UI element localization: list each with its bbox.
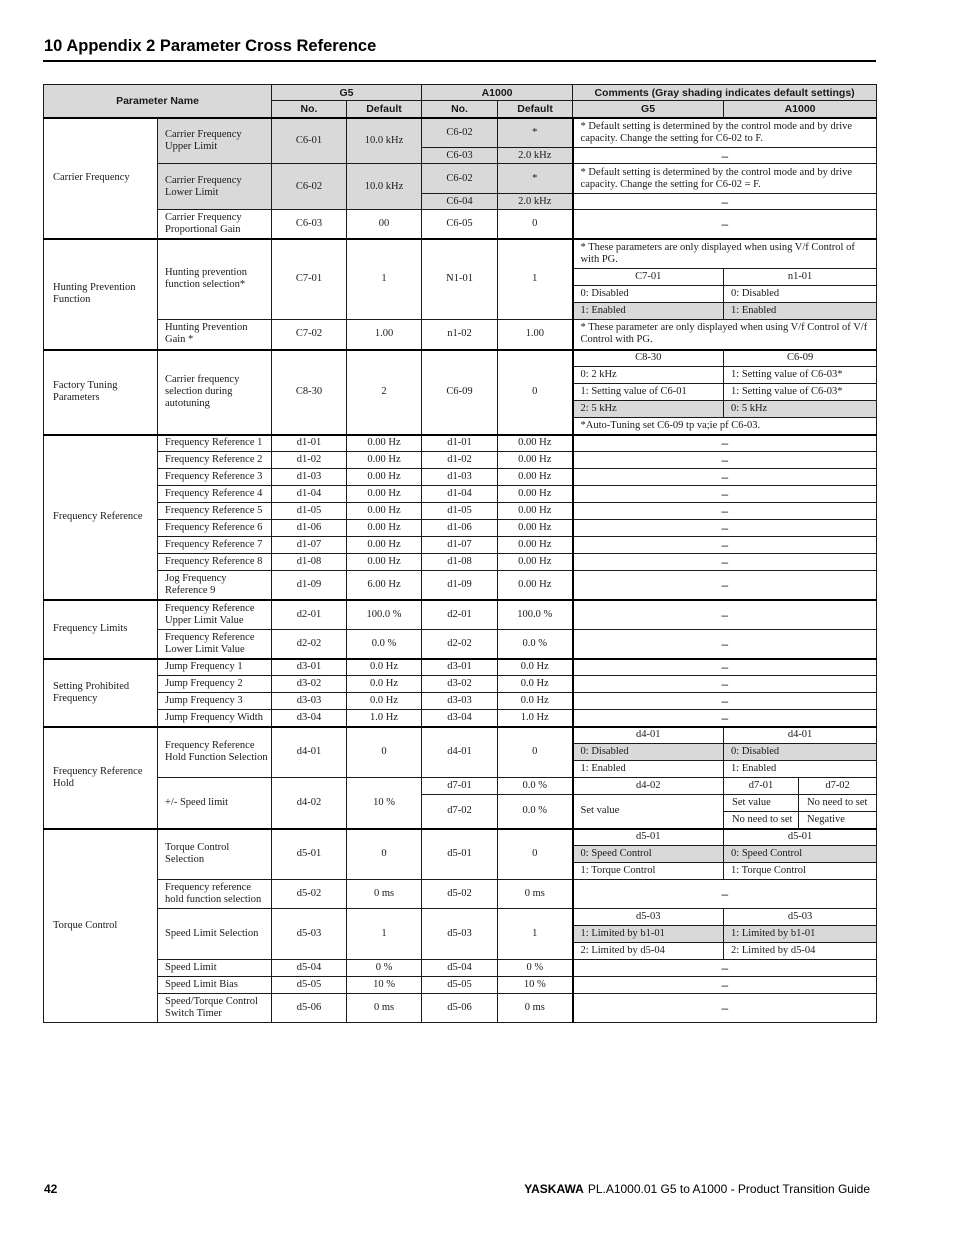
option-a1000: Set value (724, 795, 799, 812)
g5-default: 00 (347, 210, 422, 239)
param-name: Speed/Torque Control Switch Timer (158, 994, 272, 1023)
a1000-no: C6-04 (422, 194, 498, 210)
parameter-table (43, 84, 877, 1023)
option-g5: 0: Speed Control (573, 846, 724, 863)
comment-col-g5: d5-03 (573, 909, 724, 926)
option-a1000: 1: Torque Control (724, 863, 877, 880)
comment-dash: – (573, 994, 877, 1023)
a1000-no: C6-09 (422, 350, 498, 435)
g5-no: d1-06 (272, 520, 347, 537)
a1000-default: 0 ms (498, 880, 573, 909)
g5-no: d4-01 (272, 727, 347, 778)
param-name: Jump Frequency 2 (158, 676, 272, 693)
g5-default: 100.0 % (347, 600, 422, 630)
param-name: Speed Limit (158, 960, 272, 977)
comment-col-a1000: d7-01 (724, 778, 799, 795)
a1000-default: 0.0 Hz (498, 676, 573, 693)
option-g5: 2: 5 kHz (573, 401, 724, 418)
g5-no: d5-03 (272, 909, 347, 960)
g5-no: C6-03 (272, 210, 347, 239)
param-name: Hunting prevention function selection* (158, 239, 272, 320)
comment: * Default setting is determined by the control mode and by drive capacity. Change the setting for C6-02 = F. (573, 164, 877, 194)
option-a1000: 2: Limited by d5-04 (724, 943, 877, 960)
a1000-no: d5-05 (422, 977, 498, 994)
g5-no: C7-02 (272, 320, 347, 350)
param-name: Frequency Reference 8 (158, 554, 272, 571)
param-name: Speed Limit Bias (158, 977, 272, 994)
group-torque-control: Torque Control (44, 829, 158, 1023)
a1000-default: 0 ms (498, 994, 573, 1023)
a1000-no: d7-01 (422, 778, 498, 795)
g5-default: 2 (347, 350, 422, 435)
a1000-default: 0 (498, 829, 573, 880)
group-frequency-reference: Frequency Reference (44, 435, 158, 600)
comment-col-a1000: C6-09 (724, 350, 877, 367)
g5-default: 10 % (347, 977, 422, 994)
a1000-no: d5-04 (422, 960, 498, 977)
g5-no: d5-06 (272, 994, 347, 1023)
option-g5: 1: Enabled (573, 303, 724, 320)
option-a1000: 1: Setting value of C6-03* (724, 384, 877, 401)
param-name: Jump Frequency 1 (158, 659, 272, 676)
a1000-no: d3-01 (422, 659, 498, 676)
page-title: 10 Appendix 2 Parameter Cross Reference (44, 37, 377, 55)
a1000-default: 0.00 Hz (498, 486, 573, 503)
group-frequency-limits: Frequency Limits (44, 600, 158, 659)
g5-no: d1-08 (272, 554, 347, 571)
a1000-default: 2.0 kHz (498, 194, 573, 210)
comment: * Default setting is determined by the control mode and by drive capacity. Change the setting for C6-02 to F. (573, 118, 877, 148)
a1000-default: * (498, 118, 573, 148)
param-name: Frequency Reference Hold Function Selection (158, 727, 272, 778)
a1000-no: d1-01 (422, 435, 498, 452)
header-g5-default: Default (347, 101, 422, 118)
g5-no: C6-02 (272, 164, 347, 210)
g5-default: 0.00 Hz (347, 503, 422, 520)
comment-dash: – (573, 600, 877, 630)
g5-default: 0 (347, 829, 422, 880)
a1000-default: 0.00 Hz (498, 537, 573, 554)
param-name: Frequency Reference Upper Limit Value (158, 600, 272, 630)
option-a1000: 0: Disabled (724, 286, 877, 303)
a1000-no: d7-02 (422, 795, 498, 829)
g5-default: 6.00 Hz (347, 571, 422, 600)
a1000-no: d2-01 (422, 600, 498, 630)
comment-dash: – (573, 554, 877, 571)
a1000-default: 0.0 Hz (498, 659, 573, 676)
comment-dash: – (573, 537, 877, 554)
comment: *Auto-Tuning set C6-09 tp va;ie pf C6-03. (573, 418, 877, 435)
param-name: Jog Frequency Reference 9 (158, 571, 272, 600)
g5-no: C7-01 (272, 239, 347, 320)
a1000-no: N1-01 (422, 239, 498, 320)
g5-default: 0 ms (347, 994, 422, 1023)
g5-default: 0.0 Hz (347, 693, 422, 710)
g5-default: 0.00 Hz (347, 435, 422, 452)
comment-col-g5: C8-30 (573, 350, 724, 367)
group-hunting-prevention: Hunting Prevention Function (44, 239, 158, 350)
a1000-no: d2-02 (422, 630, 498, 659)
a1000-no: d1-08 (422, 554, 498, 571)
g5-no: d5-05 (272, 977, 347, 994)
comment-dash: – (573, 194, 877, 210)
title-rule (43, 60, 876, 62)
g5-default: 1.0 Hz (347, 710, 422, 727)
a1000-no: d5-01 (422, 829, 498, 880)
group-factory-tuning: Factory Tuning Parameters (44, 350, 158, 435)
g5-no: d3-04 (272, 710, 347, 727)
comment-dash: – (573, 676, 877, 693)
a1000-default: 1 (498, 909, 573, 960)
param-name: Jump Frequency 3 (158, 693, 272, 710)
g5-default: 10.0 kHz (347, 164, 422, 210)
g5-no: d4-02 (272, 778, 347, 829)
option-a1000: 1: Setting value of C6-03* (724, 367, 877, 384)
option-a1000: No need to set (724, 812, 799, 829)
a1000-default: 0 (498, 727, 573, 778)
comment-dash: – (573, 210, 877, 239)
header-comments-a1000: A1000 (724, 101, 877, 118)
param-name: Frequency Reference 1 (158, 435, 272, 452)
g5-no: d2-01 (272, 600, 347, 630)
a1000-no: C6-03 (422, 148, 498, 164)
g5-default: 0.00 Hz (347, 469, 422, 486)
a1000-no: d1-04 (422, 486, 498, 503)
header-a1000-default: Default (498, 101, 573, 118)
comment-dash: – (573, 977, 877, 994)
a1000-no: C6-02 (422, 118, 498, 148)
option-g5: Set value (573, 795, 724, 829)
g5-no: d1-03 (272, 469, 347, 486)
param-name: +/- Speed limit (158, 778, 272, 829)
a1000-default: * (498, 164, 573, 194)
a1000-no: d5-02 (422, 880, 498, 909)
page-number: 42 (44, 1182, 58, 1196)
comment-dash: – (573, 710, 877, 727)
option-a1000: 0: Speed Control (724, 846, 877, 863)
param-name: Speed Limit Selection (158, 909, 272, 960)
g5-default: 0.0 % (347, 630, 422, 659)
comment-dash: – (573, 630, 877, 659)
a1000-default: 2.0 kHz (498, 148, 573, 164)
a1000-default: 0.0 % (498, 778, 573, 795)
a1000-default: 1.00 (498, 320, 573, 350)
option-g5: 0: Disabled (573, 286, 724, 303)
param-name: Frequency Reference 2 (158, 452, 272, 469)
g5-no: d5-02 (272, 880, 347, 909)
param-name: Carrier Frequency Proportional Gain (158, 210, 272, 239)
a1000-default: 10 % (498, 977, 573, 994)
comment-dash: – (573, 486, 877, 503)
g5-no: d3-03 (272, 693, 347, 710)
param-name: Carrier Frequency Lower Limit (158, 164, 272, 210)
comment-dash: – (573, 880, 877, 909)
header-parameter-name: Parameter Name (44, 85, 272, 118)
g5-no: d1-05 (272, 503, 347, 520)
group-frequency-reference-hold: Frequency Reference Hold (44, 727, 158, 829)
comment-dash: – (573, 452, 877, 469)
option-g5: 0: 2 kHz (573, 367, 724, 384)
comment-dash: – (573, 520, 877, 537)
comment: * These parameter are only displayed when using V/f Control of V/f Control with PG. (573, 320, 877, 350)
a1000-no: d1-05 (422, 503, 498, 520)
param-name: Frequency Reference 3 (158, 469, 272, 486)
g5-default: 0.00 Hz (347, 452, 422, 469)
comment-dash: – (573, 435, 877, 452)
a1000-no: d3-04 (422, 710, 498, 727)
option-g5: 1: Limited by b1-01 (573, 926, 724, 943)
g5-no: d5-01 (272, 829, 347, 880)
g5-default: 0.00 Hz (347, 537, 422, 554)
param-name: Hunting Prevention Gain * (158, 320, 272, 350)
g5-no: C6-01 (272, 118, 347, 164)
a1000-default: 0.0 % (498, 630, 573, 659)
a1000-default: 0.00 Hz (498, 554, 573, 571)
option-g5: 1: Setting value of C6-01 (573, 384, 724, 401)
footer-doc-name: PL.A1000.01 G5 to A1000 - Product Transition Guide (587, 1182, 870, 1196)
param-name: Frequency Reference Lower Limit Value (158, 630, 272, 659)
a1000-default: 0.00 Hz (498, 435, 573, 452)
a1000-no: n1-02 (422, 320, 498, 350)
g5-no: d1-09 (272, 571, 347, 600)
a1000-no: d5-06 (422, 994, 498, 1023)
option-a1000: 1: Enabled (724, 761, 877, 778)
header-a1000: A1000 (422, 85, 573, 101)
g5-default: 1 (347, 239, 422, 320)
footer-brand: YASKAWA (524, 1182, 584, 1196)
g5-default: 0.00 Hz (347, 520, 422, 537)
a1000-no: C6-05 (422, 210, 498, 239)
param-name: Frequency Reference 6 (158, 520, 272, 537)
a1000-default: 0.00 Hz (498, 469, 573, 486)
g5-default: 0.00 Hz (347, 486, 422, 503)
group-carrier-frequency: Carrier Frequency (44, 118, 158, 239)
g5-no: d2-02 (272, 630, 347, 659)
option-g5: 0: Disabled (573, 744, 724, 761)
a1000-default: 0.00 Hz (498, 452, 573, 469)
comment-col-g5: C7-01 (573, 269, 724, 286)
comment-dash: – (573, 693, 877, 710)
group-prohibited-frequency: Setting Prohibited Frequency (44, 659, 158, 727)
g5-default: 0 (347, 727, 422, 778)
footer-doc-title (524, 1182, 870, 1196)
g5-default: 0.00 Hz (347, 554, 422, 571)
option-g5: 1: Enabled (573, 761, 724, 778)
a1000-no: d5-03 (422, 909, 498, 960)
option-a1000: 1: Enabled (724, 303, 877, 320)
param-name: Carrier Frequency Upper Limit (158, 118, 272, 164)
comment-dash: – (573, 659, 877, 676)
a1000-no: d1-03 (422, 469, 498, 486)
param-name: Jump Frequency Width (158, 710, 272, 727)
comment-col-g5: d4-01 (573, 727, 724, 744)
comment-col-a1000: d5-01 (724, 829, 877, 846)
a1000-default: 0.00 Hz (498, 503, 573, 520)
g5-default: 10.0 kHz (347, 118, 422, 164)
g5-default: 0.0 Hz (347, 676, 422, 693)
a1000-no: d3-02 (422, 676, 498, 693)
comment-col-g5: d5-01 (573, 829, 724, 846)
header-g5: G5 (272, 85, 422, 101)
a1000-default: 1 (498, 239, 573, 320)
comment: * These parameters are only displayed when using V/f Control of with PG. (573, 239, 877, 269)
a1000-default: 0.00 Hz (498, 520, 573, 537)
g5-default: 1.00 (347, 320, 422, 350)
option-a1000: 0: Disabled (724, 744, 877, 761)
comment-col-a1000: d4-01 (724, 727, 877, 744)
g5-no: d3-02 (272, 676, 347, 693)
g5-default: 0 % (347, 960, 422, 977)
option-a1000: Negative (799, 812, 877, 829)
option-g5: 1: Torque Control (573, 863, 724, 880)
comment-dash: – (573, 469, 877, 486)
comment-dash: – (573, 571, 877, 600)
g5-default: 1 (347, 909, 422, 960)
comment-dash: – (573, 148, 877, 164)
g5-no: d1-04 (272, 486, 347, 503)
a1000-no: d3-03 (422, 693, 498, 710)
comment-col-a1000: n1-01 (724, 269, 877, 286)
param-name: Frequency Reference 5 (158, 503, 272, 520)
a1000-no: d1-09 (422, 571, 498, 600)
param-name: Carrier frequency selection during autotuning (158, 350, 272, 435)
param-name: Frequency Reference 7 (158, 537, 272, 554)
a1000-no: d1-02 (422, 452, 498, 469)
a1000-default: 100.0 % (498, 600, 573, 630)
comment-dash: – (573, 503, 877, 520)
g5-no: d1-01 (272, 435, 347, 452)
param-name: Torque Control Selection (158, 829, 272, 880)
option-a1000: 1: Limited by b1-01 (724, 926, 877, 943)
header-comments-g5: G5 (573, 101, 724, 118)
header-comments: Comments (Gray shading indicates default settings) (573, 85, 877, 101)
a1000-default: 0.0 % (498, 795, 573, 829)
g5-no: d1-02 (272, 452, 347, 469)
g5-default: 10 % (347, 778, 422, 829)
g5-default: 0.0 Hz (347, 659, 422, 676)
comment-col-g5: d4-02 (573, 778, 724, 795)
option-a1000: No need to set (799, 795, 877, 812)
a1000-no: C6-02 (422, 164, 498, 194)
a1000-no: d1-07 (422, 537, 498, 554)
option-a1000: 0: 5 kHz (724, 401, 877, 418)
g5-no: d5-04 (272, 960, 347, 977)
a1000-default: 0 % (498, 960, 573, 977)
comment-dash: – (573, 960, 877, 977)
g5-no: d1-07 (272, 537, 347, 554)
a1000-default: 1.0 Hz (498, 710, 573, 727)
a1000-default: 0.0 Hz (498, 693, 573, 710)
g5-default: 0 ms (347, 880, 422, 909)
option-g5: 2: Limited by d5-04 (573, 943, 724, 960)
g5-no: C8-30 (272, 350, 347, 435)
a1000-no: d1-06 (422, 520, 498, 537)
header-g5-no: No. (272, 101, 347, 118)
comment-col-a1000: d7-02 (799, 778, 877, 795)
a1000-default: 0.00 Hz (498, 571, 573, 600)
param-name: Frequency reference hold function selection (158, 880, 272, 909)
comment-col-a1000: d5-03 (724, 909, 877, 926)
g5-no: d3-01 (272, 659, 347, 676)
a1000-no: d4-01 (422, 727, 498, 778)
param-name: Frequency Reference 4 (158, 486, 272, 503)
header-a1000-no: No. (422, 101, 498, 118)
a1000-default: 0 (498, 210, 573, 239)
a1000-default: 0 (498, 350, 573, 435)
